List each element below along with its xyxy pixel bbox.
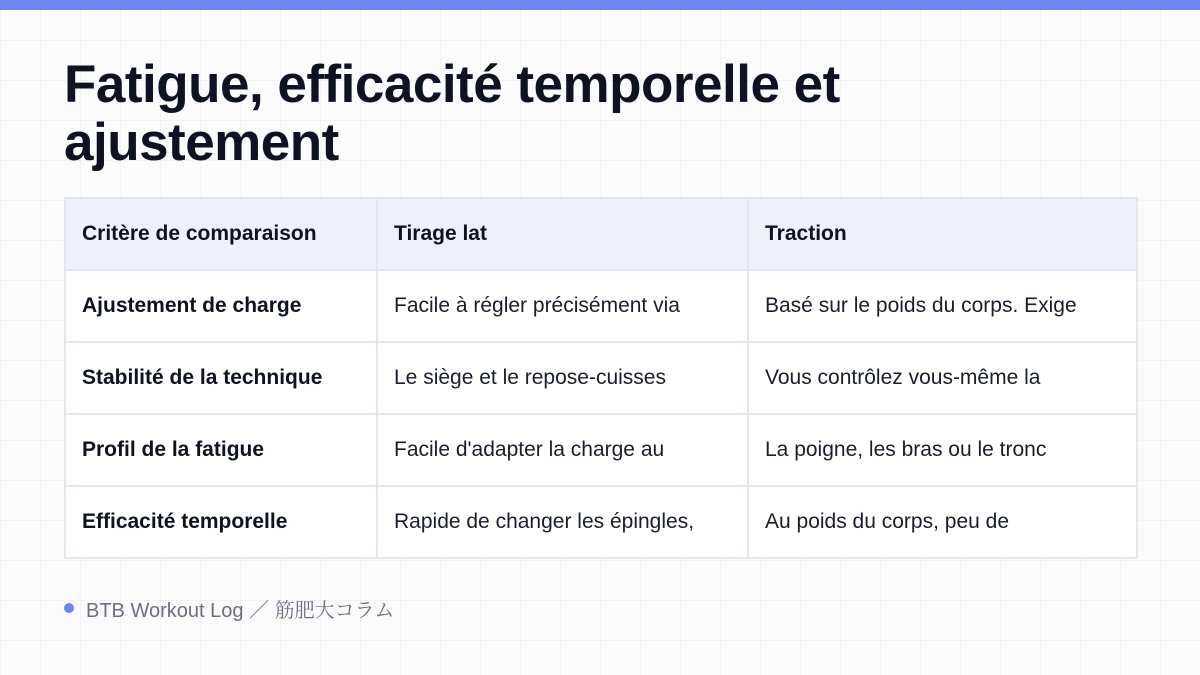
row-lat-pulldown-cell: Le siège et le repose-cuisses [377,342,748,414]
header-pull-up: Traction [748,198,1137,270]
top-accent-bar [0,0,1200,10]
row-pull-up-cell: La poigne, les bras ou le tronc [748,414,1137,486]
row-criterion: Stabilité de la technique [65,342,377,414]
row-pull-up-cell: Basé sur le poids du corps. Exige [748,270,1137,342]
row-lat-pulldown-cell: Facile à régler précisément via [377,270,748,342]
header-lat-pulldown: Tirage lat [377,198,748,270]
header-criterion: Critère de comparaison [65,198,377,270]
slide-title: Fatigue, efficacité temporelle et ajustement [64,55,840,172]
footer-source [64,595,394,621]
row-criterion: Ajustement de charge [65,270,377,342]
table-header-row [65,198,1137,270]
row-lat-pulldown-cell: Rapide de changer les épingles, [377,486,748,558]
table-row [65,486,1137,558]
row-criterion: Efficacité temporelle [65,486,377,558]
row-criterion: Profil de la fatigue [65,414,377,486]
table-row [65,270,1137,342]
row-pull-up-cell: Vous contrôlez vous-même la [748,342,1137,414]
comparison-table [64,197,1138,559]
table-row [65,342,1137,414]
footer-text: BTB Workout Log ／ 筋肥大コラム [86,599,395,622]
row-pull-up-cell: Au poids du corps, peu de [748,486,1137,558]
table-row [65,414,1137,486]
row-lat-pulldown-cell: Facile d'adapter la charge au [377,414,748,486]
bullet-dot-icon [64,603,74,613]
